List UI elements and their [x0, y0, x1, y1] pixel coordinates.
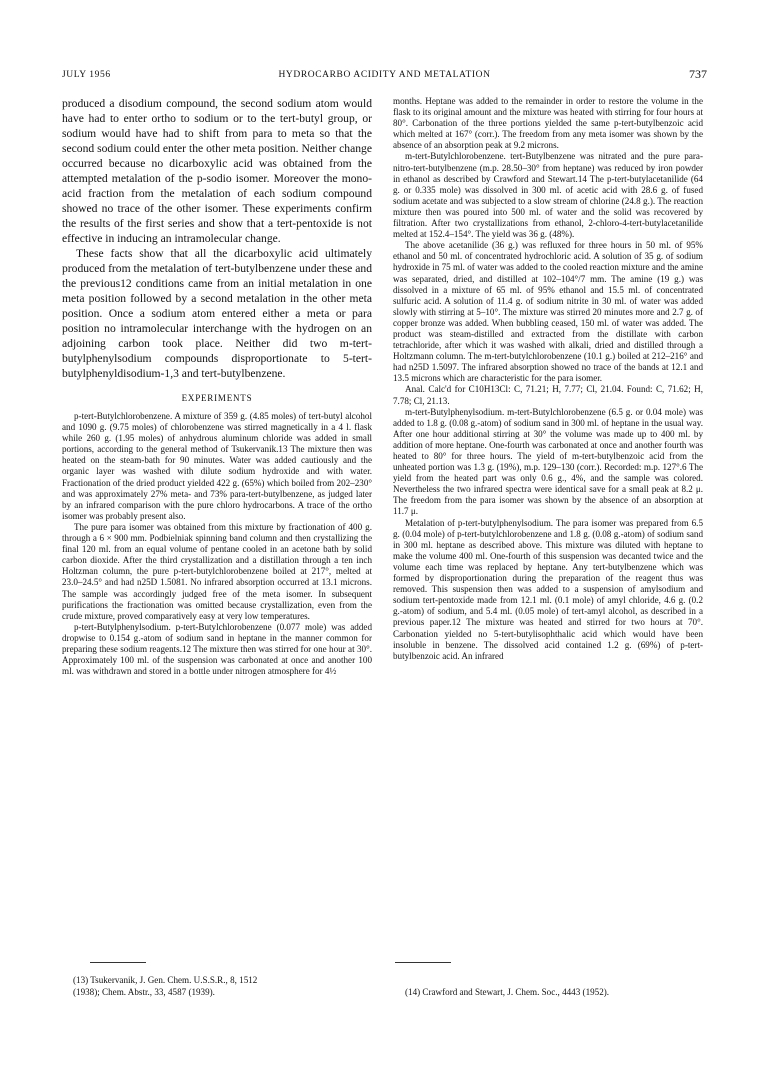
- footnote-rule: [90, 962, 146, 963]
- paragraph: m-tert-Butylchlorobenzene. tert-Butylbenzene was nitrated and the pure para-nitro-tert-butylbenzene (m.p. 28.50–30° from heptane) was reduced by iron powder in ethanol as described by Crawford and Stewart.14 The p-tert-butylacetanilide (64 g. or 0.335 mole) was dissolved in 300 ml. of acetic acid with 28.6 g. of fused sodium acetate and was subjected to a slow stream of chlorine (24.8 g.). The reaction mixture then was poured into 500 ml. of water and the solid was recovered by filtration. After two crystallizations from ethanol, 2-chloro-4-tert-butylacetanilide melted at 152.4–154°. The yield was 36 g. (48%).: [393, 151, 703, 240]
- right-column: [393, 96, 703, 662]
- paragraph: p-tert-Butylphenylsodium. p-tert-Butylchlorobenzene (0.077 mole) was added dropwise to 0.154 g.-atom of sodium sand in heptane in the manner common for preparing these sodium reagents.12 The mixture then was stirred for one hour at 30°. Approximately 100 ml. of the suspension was carbonated at once and another 100 ml. was withdrawn and stored in a bottle under nitrogen atmosphere for 4½: [62, 621, 372, 677]
- footnote-13: [73, 975, 373, 998]
- paragraph: The above acetanilide (36 g.) was refluxed for three hours in 50 ml. of 95% ethanol and 50 ml. of concentrated hydrochloric acid. A solution of 35 g. of sodium hydroxide in 75 ml. of water was added to the cooled reaction mixture and the amine was separated, dried, and distilled at 102–104°/7 mm. The amine (19 g.) was dissolved in a mixture of 65 ml. of 95% ethanol and 15.5 ml. of concentrated sulfuric acid. A solution of 11.4 g. of sodium nitrite in 30 ml. of water was added slowly with stirring at 5–10°. The mixture was stirred 20 minutes more and 2.7 g. of copper bronze was added. When bubbling ceased, 150 ml. of water was added. The product was steam-distilled and extracted from the distillate with carbon tetrachloride, after which it was washed with alkali, dried and distilled through a Holtzmann column. The m-tert-butylchlorobenzene (10.1 g.) boiled at 212–216° and had n25D 1.5097. The infrared absorption showed no trace of the bands at 12.1 and 13.5 microns which are characteristic for the para isomer.: [393, 240, 703, 384]
- footnote-line: (1938); Chem. Abstr., 33, 4587 (1939).: [73, 986, 215, 997]
- running-header-date: JULY 1956: [62, 70, 111, 80]
- experimental-text-block: [62, 411, 372, 677]
- footnote-14: (14) Crawford and Stewart, J. Chem. Soc., 4443 (1952).: [405, 987, 610, 997]
- paragraph: m-tert-Butylphenylsodium. m-tert-Butylchlorobenzene (6.5 g. or 0.04 mole) was added to 1.8 g. (0.08 g.-atom) of sodium sand in 300 ml. of heptane in the usual way. After one hour additional stirring at 30° the volume was made up to 400 ml. by addition of more heptane. One-fourth was carbonated at once and another fourth was heated to 80° for three hours. The yield of m-tert-butylbenzoic acid from the unheated portion was 1.3 g. (19%), m.p. 129–130 (corr.). Recorded: m.p. 127°.6 The yield from the heated part was only 0.6 g., 4%, and the sample was colored. Nevertheless the two infrared spectra were identical save for a small peak at 8.2 μ. The freedom from the para isomer was shown by the absence of an absorption at 11.7 μ.: [393, 406, 703, 517]
- paragraph: p-tert-Butylchlorobenzene. A mixture of 359 g. (4.85 moles) of tert-butyl alcohol and 1090 g. (9.75 moles) of chlorobenzene was stirred magnetically in a 4 l. flask while 260 g. (1.95 moles) of anhydrous aluminum chloride was added in small portions, according to the general method of Tsukervanik.13 The mixture then was heated on the steam-bath for 90 minutes. Water was added cautiously and the organic layer was washed with dilute sodium hydroxide and with water. Fractionation of the dried product yielded 422 g. (65%) which boiled from 202–230° and was approximately 27% meta- and 73% para-tert-butylbenzene, as judged later by an infrared comparison with the pure chloro hydrocarbons. A trace of the ortho isomer was probably present also.: [62, 411, 372, 521]
- footnote-line: (13) Tsukervanik, J. Gen. Chem. U.S.S.R., 8, 1512: [73, 975, 258, 985]
- paragraph: The pure para isomer was obtained from this mixture by fractionation of 400 g. through a 6 × 900 mm. Podbielniak spinning band column and then crystallizing the final 120 ml. from an equal volume of pentane cooled in an acetone bath by solid carbon dioxide. After the third crystallization and a distillation through a ten inch Holtzman column, the pure p-tert-butylchlorobenzene boiled at 217°, melted at 23.0–24.5° and had n25D 1.5081. No infrared absorption occurred at 13.1 microns. The sample was accordingly judged free of the meta isomer. In subsequent purifications the fractionation was omitted because crystallization, even from the crude mixture, proved comparatively easy at very low temperatures.: [62, 521, 372, 621]
- left-column: [62, 96, 372, 677]
- section-heading: EXPERIMENTS: [181, 393, 253, 403]
- page-number: 737: [689, 67, 707, 81]
- paragraph: Metalation of p-tert-butylphenylsodium. The para isomer was prepared from 6.5 g. (0.04 mole) of p-tert-butylchlorobenzene and 1.8 g. (0.08 g.-atom) of sodium sand in 300 ml. heptane as described above. This mixture was diluted with heptane to make the volume 400 ml. One-fourth of this suspension was decanted twice and the volume each time was replaced by heptane. Any tert-butylbenzene which was formed by disproportionation during the preparation of the reagent thus was removed. This suspension then was added to a suspension of amylsodium and sodium tert-pentoxide made from 12.1 ml. (0.1 mole) of amyl chloride, 4.6 g. (0.2 g.-atom) of sodium, and 5.4 ml. (0.05 mole) of tert-amyl alcohol, as described in a previous paper.12 The mixture was heated and stirred for two hours at 70°. Carbonation yielded no 5-tert-butylisophthalic acid which would have been insoluble in benzene. The dissolved acid contained 1.2 g. (69%) of p-tert-butylbenzoic acid. An infrared: [393, 517, 703, 661]
- body-text-block: [62, 96, 372, 381]
- paragraph: produced a disodium compound, the second sodium atom would have had to enter ortho to sodium or to the tert-butyl group, or sodium would have had to shift from para to meta so that the second sodium could enter the other meta position. Neither change occurred because no dicarboxylic acid was obtained from the attempted metalation of the p-sodio isomer. Moreover the mono-acid fraction from the metalation of each sodium compound showed no trace of the other isomer. These experiments confirm the results of the first series and show that a tert-pentoxide is not effective in inducing an intramolecular change.: [62, 97, 372, 245]
- paragraph: Anal. Calc'd for C10H13Cl: C, 71.21; H, 7.77; Cl, 21.04. Found: C, 71.62; H, 7.78; Cl, 21.13.: [393, 384, 703, 406]
- paragraph: months. Heptane was added to the remainder in order to restore the volume in the flask to its original amount and the mixture was heated with stirring for four hours at 80°. Carbonation of the three portions yielded the same p-tert-butylbenzoic acid which melted at 167° (corr.). The freedom from any meta isomer was shown by the absence of an absorption peak at 9.2 microns.: [393, 96, 703, 151]
- footnote-rule: [395, 962, 451, 963]
- paragraph: These facts show that all the dicarboxylic acid ultimately produced from the metalation of tert-butylbenzene under these and the previous12 conditions came from an initial metalation in one meta position followed by a second metalation in the other meta position. Once a sodium atom entered either a meta or para position no intramolecular interchange with the hydrogen on an adjoining carbon took place. Neither did two m-tert-butylphenylsodium compounds disproportionate to 5-tert-butylphenyldisodium-1,3 and tert-butylbenzene.: [62, 247, 372, 380]
- running-header-title: HYDROCARBO ACIDITY AND METALATION: [278, 70, 491, 80]
